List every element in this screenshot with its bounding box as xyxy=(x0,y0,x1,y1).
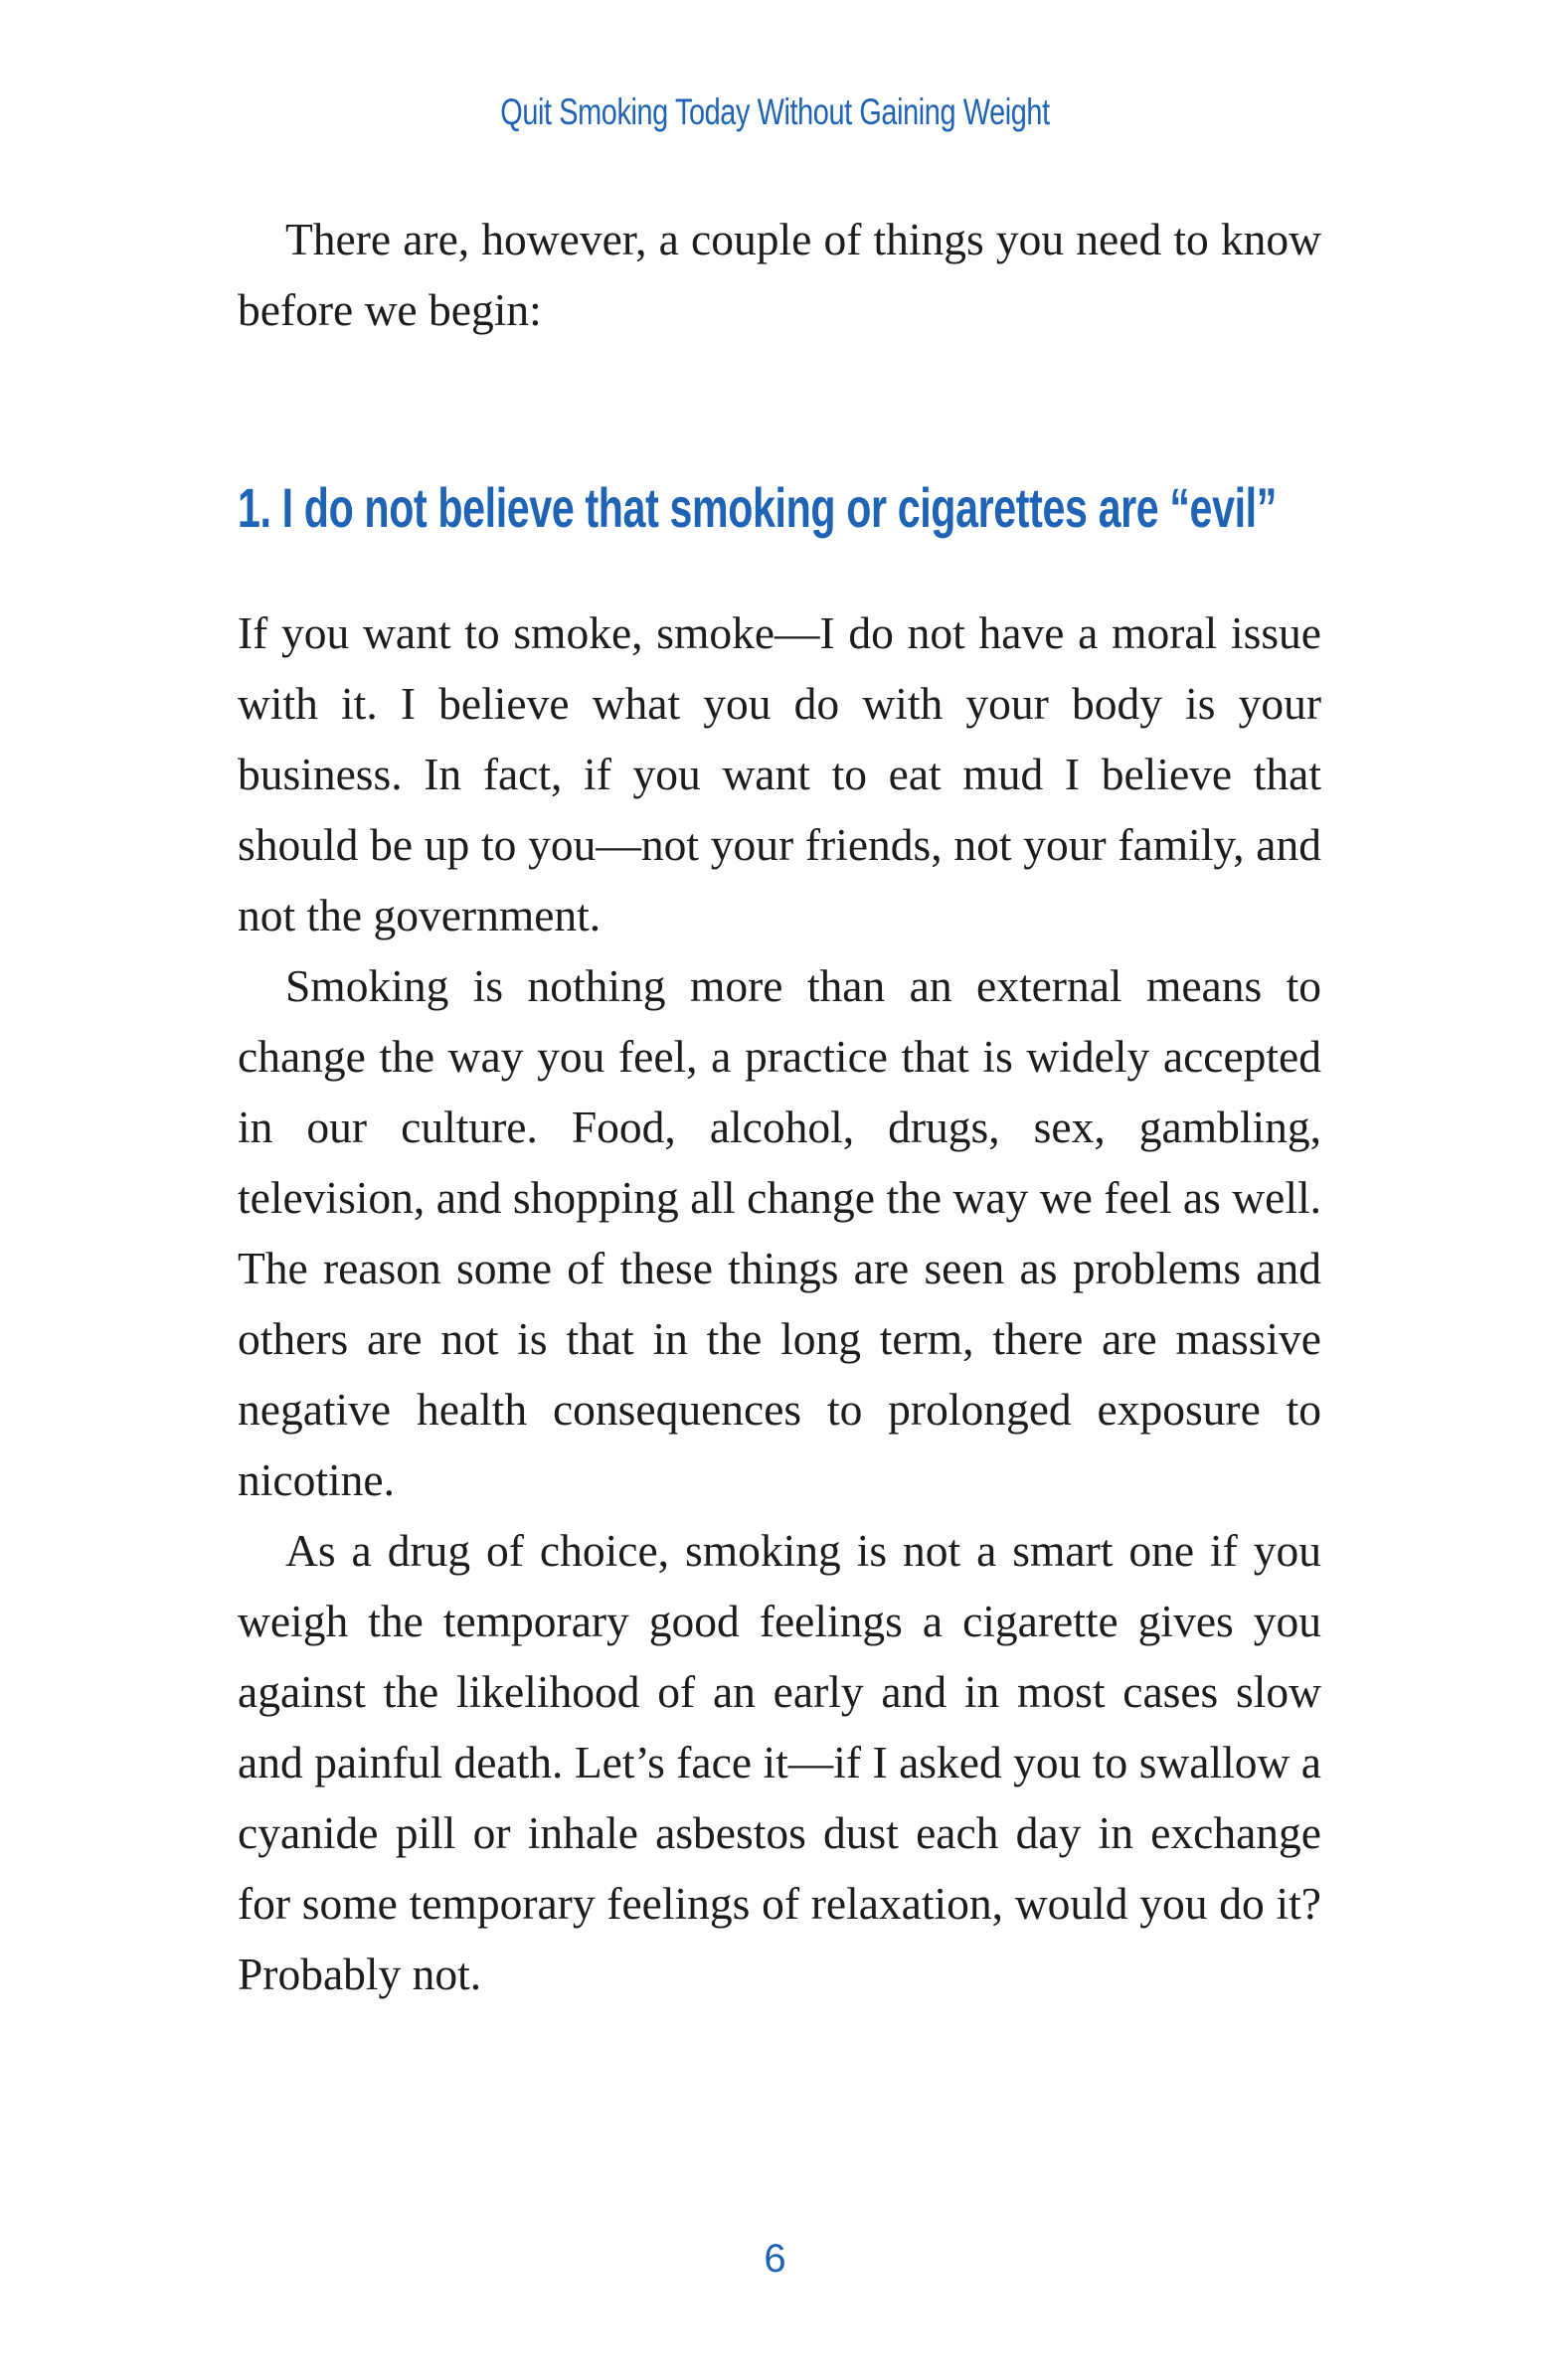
section-heading-container xyxy=(238,470,1321,546)
body-paragraph-1: If you want to smoke, smoke—I do not have a moral issue with it. I believe what you do with your body is your business. In fact, if you want to eat mud I believe that should be up to you—not your friends, not your family, and not the government. xyxy=(238,607,1321,940)
section-heading: 1. I do not believe that smoking or cigarettes are “evil” xyxy=(238,476,1277,539)
intro-paragraph: There are, however, a couple of things you need to know before we begin: xyxy=(238,214,1321,335)
page-content xyxy=(238,204,1321,2009)
page-number: 6 xyxy=(764,2237,786,2281)
body-paragraph-2: Smoking is nothing more than an external means to change the way you feel, a practice that is widely accepted in our culture. Food, alcohol, drugs, sex, gambling, television, and shopping all change the way we feel as well. The reason some of these things are seen as problems and others are not is that in the long term, there are massive negative health consequences to prolonged exposure to nicotine. xyxy=(238,960,1321,1505)
running-head: Quit Smoking Today Without Gaining Weight xyxy=(500,91,1050,132)
body-paragraph-3: As a drug of choice, smoking is not a smart one if you weigh the temporary good feelings a cigarette gives you against the likelihood of an early and in most cases slow and painful death. Let’s face it—if I asked you to swallow a cyanide pill or inhale asbestos dust each day in exchange for some temporary feelings of relaxation, would you do it? Probably not. xyxy=(238,1525,1321,1999)
